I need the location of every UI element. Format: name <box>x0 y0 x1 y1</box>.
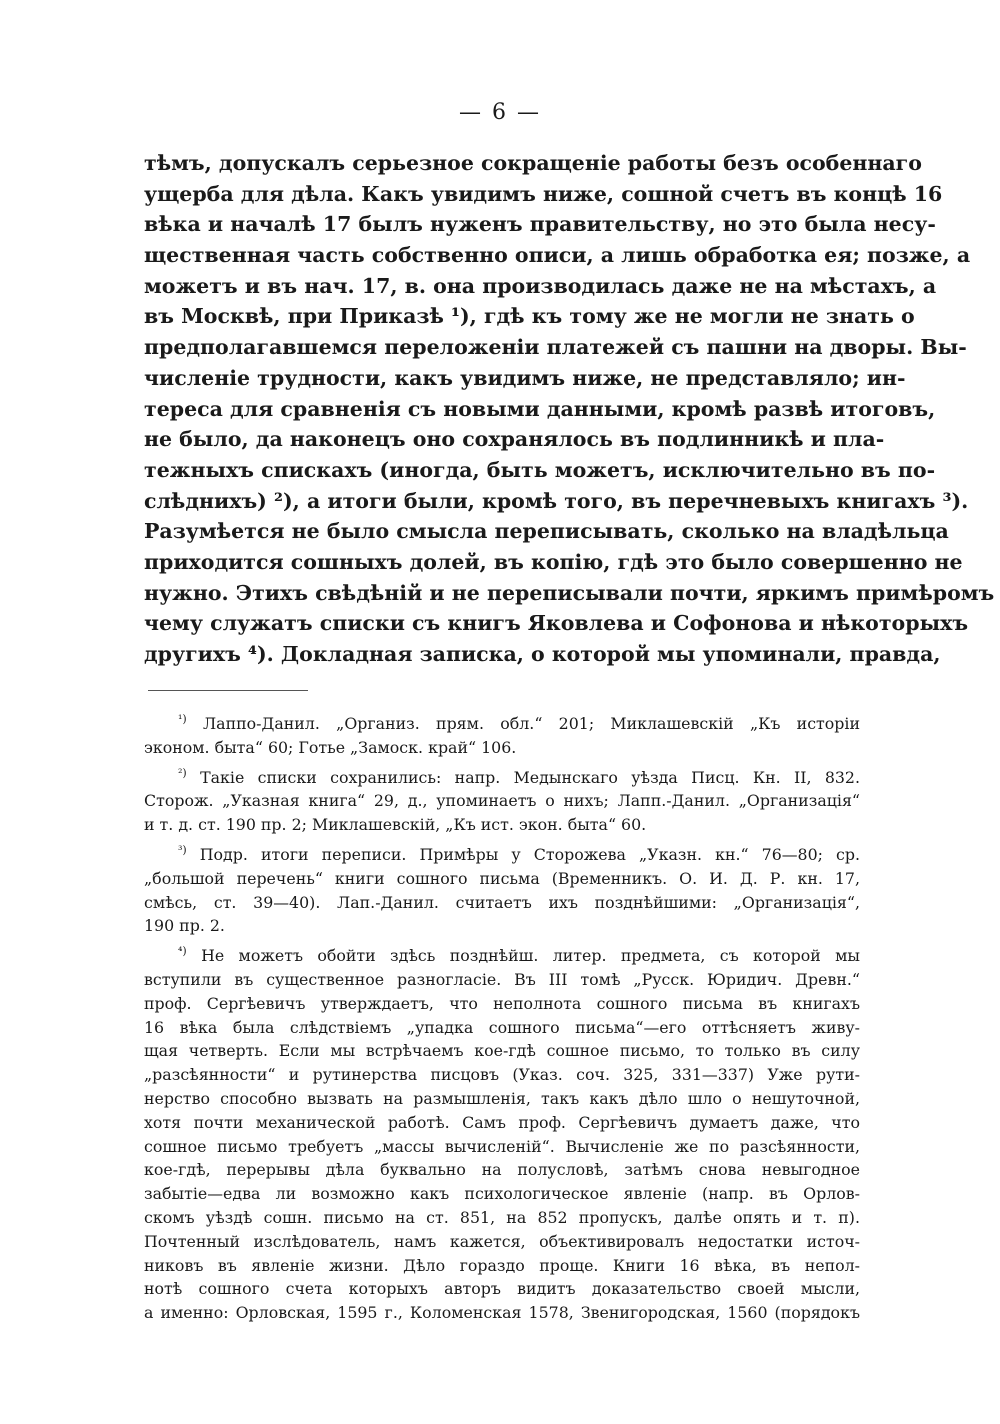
footnote-line <box>144 843 860 867</box>
text-line: тереса для сравненія съ новыми данными, кромѣ развѣ итоговъ, <box>144 396 936 421</box>
footnote-line: нотѣ сошного счета которыхъ авторъ видитъ доказательство своей мысли, <box>144 1279 860 1299</box>
footnote-line: „разсѣянности“ и рутинерства писцовъ (Указ. соч. 325, 331—337) Уже рути- <box>144 1065 860 1085</box>
footnote-4 <box>144 944 860 1325</box>
text-line: вѣка и началѣ 17 былъ нуженъ правительству, но это была несу- <box>144 212 936 237</box>
page-number: — 6 — <box>459 100 541 125</box>
footnote-line: Сторож. „Указная книга“ 29, д., упоминаетъ о нихъ; Лапп.-Данил. „Организація“ <box>144 791 860 811</box>
footnote-line: смѣсь, ст. 39—40). Лап.-Данил. считаетъ ихъ позднѣйшими: „Организація“, <box>144 892 860 912</box>
footnote-line: забытіе—едва ли возможно какъ психологическое явленіе (напр. въ Орлов- <box>144 1184 860 1204</box>
footnote-line: и т. д. ст. 190 пр. 2; Миклашевскій, „Къ ист. экон. быта“ 60. <box>144 815 647 835</box>
footnote-line: кое-гдѣ, перерывы дѣла буквально на полусловѣ, затѣмъ снова невыгодное <box>144 1160 860 1180</box>
footnote-1 <box>144 712 860 760</box>
text-line: численіе трудности, какъ увидимъ ниже, не представляло; ин- <box>144 365 906 390</box>
text-line: нужно. Этихъ свѣдѣній и не переписывали почти, яркимъ примѣромъ <box>144 580 995 605</box>
main-text-block <box>144 148 995 670</box>
footnote-text: Подр. итоги переписи. Примѣры у Сторожева „Указн. кн.“ 76—80; ср. <box>199 844 860 864</box>
footnotes-block <box>144 712 860 1331</box>
footnote-marker: ³) <box>178 843 187 857</box>
footnote-line: Почтенный изслѣдователь, намъ кажется, объективировалъ недостатки источ- <box>144 1231 860 1251</box>
footnote-line: сошное письмо требуетъ „массы вычисленій“. Вычисленіе же по разсѣянности, <box>144 1136 860 1156</box>
footnote-line: эконом. быта“ 60; Готье „Замоск. край“ 106. <box>144 737 517 757</box>
footnote-line: нерство способно вызвать на размышленія, такъ какъ дѣло шло о нешуточной, <box>144 1088 860 1108</box>
text-line: тѣмъ, допускалъ серьезное сокращеніе работы безъ особеннаго <box>144 151 922 175</box>
text-line: не было, да наконецъ оно сохранялось въ подлинникѣ и пла- <box>144 427 885 452</box>
text-line: приходится сошныхъ долей, въ копію, гдѣ это было совершенно не <box>144 549 963 574</box>
text-line: другихъ ⁴). Докладная записка, о которой мы упоминали, правда, <box>144 642 941 666</box>
text-line: Разумѣется не было смысла переписывать, сколько на владѣльца <box>144 519 949 544</box>
footnote-line: вступили въ существенное разногласіе. Въ III томѣ „Русск. Юридич. Древн.“ <box>144 969 860 989</box>
footnote-line: „большой перечень“ книги сошного письма (Временникъ. О. И. Д. Р. кн. 17, <box>144 868 860 888</box>
footnote-line <box>144 944 860 968</box>
footnote-2 <box>144 766 860 837</box>
text-line: можетъ и въ нач. 17, в. она производилась даже не на мѣстахъ, а <box>144 273 937 298</box>
text-line: чему служатъ списки съ книгъ Яковлева и Софонова и нѣкоторыхъ <box>144 611 969 636</box>
footnote-line <box>144 712 860 736</box>
text-line: тежныхъ спискахъ (иногда, быть можетъ, исключительно въ по- <box>144 457 936 482</box>
footnote-line: хотя почти механической работѣ. Самъ проф. Сергѣевичъ думаетъ даже, что <box>144 1112 860 1132</box>
footnote-marker: ⁴) <box>178 944 187 958</box>
footnote-line: никовъ въ явленіе жизни. Дѣло гораздо проще. Книги 16 вѣка, въ непол- <box>144 1255 860 1275</box>
footnote-line: проф. Сергѣевичъ утверждаетъ, что неполнота сошного письма въ книгахъ <box>144 993 860 1013</box>
footnote-line: а именно: Орловская, 1595 г., Коломенская 1578, Звенигородская, 1560 (порядокъ <box>144 1303 860 1323</box>
text-line: слѣднихъ) ²), а итоги были, кромѣ того, въ перечневыхъ книгахъ ³). <box>144 488 969 513</box>
text-line: щественная часть собственно описи, а лишь обработка ея; позже, а <box>144 243 971 268</box>
footnote-line <box>144 766 860 790</box>
footnote-text: Лаппо-Данил. „Организ. прям. обл.“ 201; Миклашевскій „Къ исторіи <box>202 714 860 733</box>
footnote-line: щая четверть. Если мы встрѣчаемъ кое-гдѣ сошное письмо, то только въ силу <box>144 1041 860 1061</box>
footnote-text: Не можетъ обойти здѣсь позднѣйш. литер. предмета, съ которой мы <box>201 946 860 966</box>
text-line: ущерба для дѣла. Какъ увидимъ ниже, сошной счетъ въ концѣ 16 <box>144 181 943 206</box>
footnote-separator <box>148 690 308 691</box>
footnote-marker: ²) <box>178 766 187 780</box>
footnote-marker: ¹) <box>178 712 187 726</box>
text-line: въ Москвѣ, при Приказѣ ¹), гдѣ къ тому же не могли не знать о <box>144 304 915 329</box>
footnote-line: 16 вѣка была слѣдствіемъ „упадка сошного письма“—его оттѣсняетъ живу- <box>144 1017 860 1037</box>
footnote-line: 190 пр. 2. <box>144 916 225 936</box>
footnote-line: скомъ уѣздѣ сошн. письмо на ст. 851, на 852 пропускъ, далѣе опять и т. п). <box>144 1207 860 1227</box>
footnote-3 <box>144 843 860 938</box>
text-line: предполагавшемся переложеніи платежей съ пашни на дворы. Вы- <box>144 335 967 360</box>
footnote-text: Такіе списки сохранились: напр. Медынскаго уѣзда Писц. Кн. II, 832. <box>200 767 860 787</box>
